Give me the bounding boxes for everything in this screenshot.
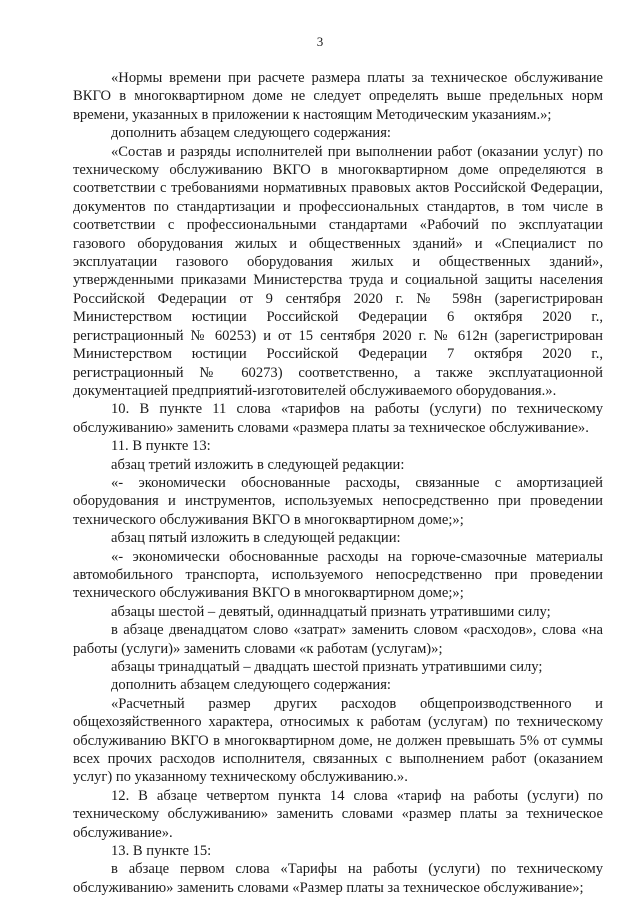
paragraph: 12. В абзаце четвертом пункта 14 слова «тариф на работы (услуги) по техническому обслуживанию» заменить словами «размер платы за техническое обслуживание». bbox=[73, 787, 603, 841]
page-number: 3 bbox=[316, 34, 324, 49]
paragraph: абзацы шестой – девятый, одиннадцатый признать утратившими силу; bbox=[111, 603, 551, 620]
paragraph: «Нормы времени при расчете размера платы за техническое обслуживание ВКГО в многоквартирном доме не следует определять выше предельных норм времени, указанных в приложении к настоящим Методическим указаниям.»; bbox=[73, 70, 603, 123]
paragraph: дополнить абзацем следующего содержания: bbox=[111, 125, 391, 142]
paragraph: в абзаце двенадцатом слово «затрат» заменить словом «расходов», слова «на работы (услуги)» заменить словами «к работам (услугам)»; bbox=[73, 622, 603, 657]
paragraph: «- экономически обоснованные расходы на горюче-смазочные материалы автомобильного транспорта, используемого непосредственно при проведении технического обслуживания ВКГО в многоквартирном доме;»; bbox=[73, 548, 603, 602]
paragraph: 11. В пункте 13: bbox=[111, 438, 211, 455]
paragraph: абзац третий изложить в следующей редакции: bbox=[111, 456, 405, 473]
paragraph: в абзаце первом слова «Тарифы на работы (услуги) по техническому обслуживанию» заменить словами «Размер платы за техническое обслуживание»; bbox=[73, 861, 603, 896]
document-body bbox=[73, 69, 603, 897]
paragraph: абзац пятый изложить в следующей редакции: bbox=[111, 530, 401, 547]
paragraph: абзацы тринадцатый – двадцать шестой признать утратившими силу; bbox=[111, 659, 543, 675]
paragraph: 10. В пункте 11 слова «тарифов на работы (услуги) по техническому обслуживанию» заменить словами «размера платы за техническое обслуживание». bbox=[73, 401, 603, 436]
paragraph: «- экономически обоснованные расходы, связанные с амортизацией оборудования и инструментов, используемых непосредственно при проведении технического обслуживания ВКГО в многоквартирном доме;»; bbox=[73, 474, 603, 528]
paragraph: «Состав и разряды исполнителей при выполнении работ (оказании услуг) по техническому обслуживанию ВКГО в многоквартирном доме определяются в соответствии с требованиями нормативных правовых актов Российской Федерации, документов по стандартизации и профессиональных стандартов, в том числе в соответствии с профессиональными стандартами «Рабочий по эксплуатации газового оборудования жилых и общественных зданий» и «Специалист по эксплуатации газового оборудования жилых и общественных зданий», утвержденными приказами Министерства труда и социальной защиты населения Российской Федерации от 9 сентября 2020 г. № 598н (зарегистрирован Министерством юстиции Российской Федерации 6 октября 2020 г., регистрационный № 60253) и от 15 сентября 2020 г. № 612н (зарегистрирован Министерством юстиции Российской Федерации 7 октября 2020 г., регистрационный № 60273) соответственно, а также эксплуатационной документацией предприятий-изготовителей обслуживаемого оборудования.». bbox=[73, 143, 603, 399]
paragraph: дополнить абзацем следующего содержания: bbox=[111, 677, 391, 694]
paragraph: «Расчетный размер других расходов общепроизводственного и общехозяйственного характера, относимых к работам (услугам) по техническому обслуживанию ВКГО в многоквартирном доме, не должен превышать 5% от суммы всех прочих расходов исполнителя, связанных с выполнением работ (оказанием услуг) по указанному техническому обслуживанию.». bbox=[73, 695, 603, 786]
paragraph: 13. В пункте 15: bbox=[111, 843, 212, 860]
